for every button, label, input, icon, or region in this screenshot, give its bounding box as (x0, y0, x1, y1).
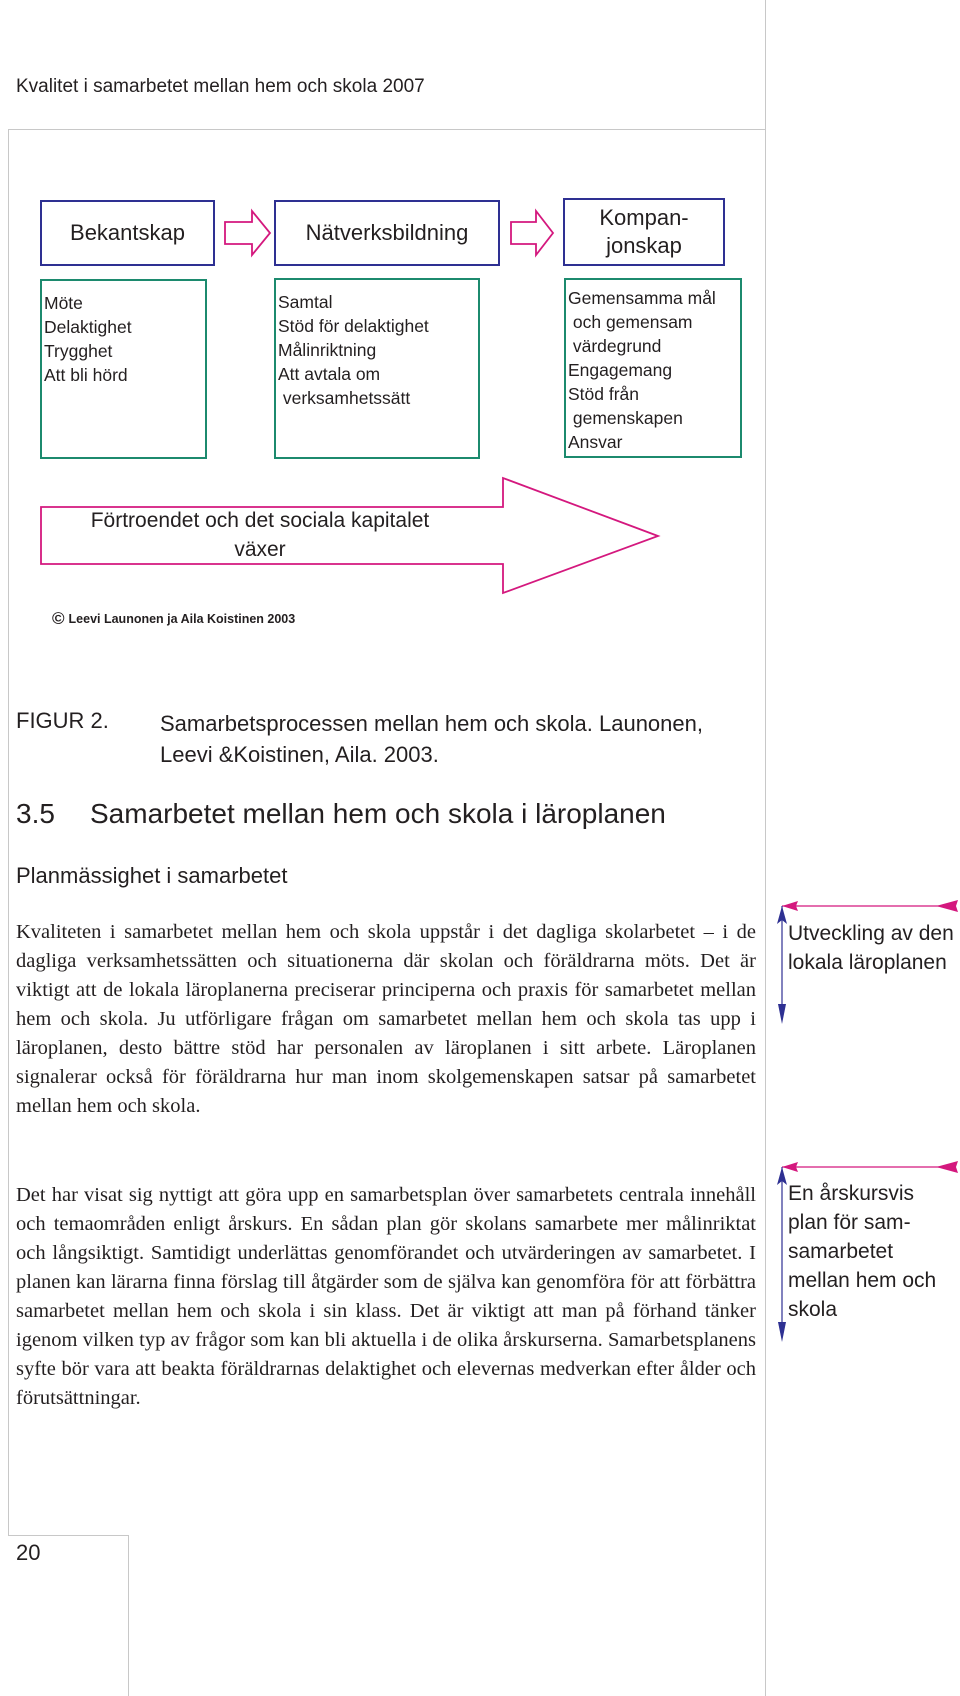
pink-arrowhead-icon (936, 1161, 958, 1173)
stage-item: Delaktighet (44, 317, 132, 337)
stage-item: Samtal (278, 292, 333, 312)
stage-arrow-1 (225, 211, 270, 255)
stage-title-box-1 (40, 200, 215, 266)
stage-arrow-2 (511, 211, 553, 255)
page-number: 20 (16, 1540, 41, 1565)
stage-item: gemenskapen (568, 408, 683, 428)
stage-item: värdegrund (568, 336, 662, 356)
stage-list-box-1 (40, 279, 207, 459)
copyright-icon: © (52, 609, 65, 628)
stage-item: Engagemang (568, 360, 673, 380)
stage-item: Stöd för delaktighet (278, 316, 429, 336)
footer-vertical-rule (128, 1535, 129, 1696)
navy-arrowhead-icon (778, 1322, 786, 1342)
stage-list-box-2 (274, 278, 480, 459)
body-paragraph-2: Det har visat sig nyttigt att göra upp en samarbetsplan över samarbetets centrala innehåll och temaområden enligt årskurs. En sådan plan gör skolans samarbete mer målinriktat och långsiktigt. Samtidigt underlättas genomförandet och utvärderingen av samarbetet. I planen kan lärarna finna förslag till åtgärder som de själva kan genomföra för att förbättra samarbetet mellan hem och skola i sin klass. Det är viktigt att man på förhand tänker igenom vilken typ av frågor som kan bli aktuella i de olika årskurserna. Samarbetsplanens syfte bör vara att beakta föräldrarnas delaktighet och elevernas medverkan efter ålder och förutsättningar. (16, 1184, 756, 1409)
navy-arrowhead-icon (778, 1004, 786, 1024)
stage-item: Att avtala om (278, 364, 381, 384)
stage-title-3: Kompan- jonskap (599, 205, 689, 258)
stage-item: och gemensam (568, 312, 693, 332)
stage-item: Ansvar (568, 432, 623, 452)
stage-item: Möte (44, 293, 83, 313)
stage-list-box-3 (564, 278, 742, 458)
pink-arrowhead-icon (936, 900, 958, 912)
stage-item: verksamhetssätt (278, 388, 411, 408)
pink-arrowhead-icon (782, 901, 798, 911)
stage-item: Gemensamma mål (568, 288, 716, 308)
margin-note-2: En årskursvis plan för samsamarbetet mellan hem och skola (788, 1182, 937, 1321)
body-paragraph-1: Kvaliteten i samarbetet mellan hem och skola uppstår i det dagliga skolarbetet – i de dagliga verksamhetssätten och situationerna där skolan och föräldrarna möts. Det är viktigt att de lokala läroplanerna preciserar principerna och praxis för samarbetet mellan hem och skola. Ju utförligare frågan om samarbetet mellan hem och skola tas upp i läroplanen, desto bättre stöd har personalen av läroplanen i sitt arbete. Läroplanen signalerar också för föräldrarna hur man inom skolgemenskapen satsar på samarbetet mellan hem och skola. (16, 921, 756, 1117)
stage-item: Stöd från (568, 384, 640, 404)
figure-caption: Samarbetsprocessen mellan hem och skola. Launonen, Leevi &Koistinen, Aila. 2003. (160, 711, 703, 767)
margin-note-1: Utveckling av den lokala läroplanen (788, 922, 954, 974)
subheading: Planmässighet i samarbetet (16, 863, 288, 888)
trust-arrow-text: Förtroendet och det sociala kapitalet växer (90, 509, 430, 561)
stage-title-1: Bekantskap (70, 220, 185, 245)
stage-title-2: Nätverksbildning (305, 220, 469, 245)
stage-title-box-2 (274, 200, 500, 266)
diagram-copyright (52, 609, 295, 629)
stage-item: Målinriktning (278, 340, 377, 360)
footer-rule (8, 1535, 128, 1536)
pink-arrowhead-icon (782, 1162, 798, 1172)
running-head: Kvalitet i samarbetet mellan hem och skola 2007 (16, 76, 425, 97)
copyright-text: Leevi Launonen ja Aila Koistinen 2003 (68, 612, 296, 626)
section-title: Samarbetet mellan hem och skola i läroplanen (90, 798, 666, 829)
stage-item: Trygghet (44, 341, 113, 361)
figure-label: FIGUR 2. (16, 708, 109, 733)
stage-item: Att bli hörd (44, 365, 128, 385)
stage-title-box-3 (563, 198, 725, 266)
section-number: 3.5 (16, 798, 55, 829)
